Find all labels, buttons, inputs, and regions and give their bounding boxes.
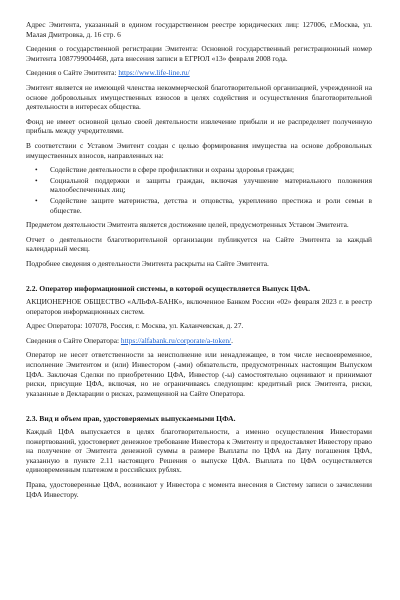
issuer-reports: Отчет о деятельности благотворительной организации публикуется на Сайте Эмитента за каждый календарный месяц.: [26, 234, 372, 254]
list-item: • Содействие деятельности в сфере профилактики и охраны здоровья граждан;: [50, 165, 372, 175]
issuer-registration: Сведения о государственной регистрации Эмитента: Основной государственный регистрационный номер Эмитента 1087799004468, дата внесения записи в ЕГРЮЛ «13» февраля 2008 года.: [26, 44, 372, 63]
issuer-profit: Фонд не имеет основной целью своей деятельности извлечение прибыли и не распределяет полученную прибыль между учредителями.: [26, 116, 372, 136]
operator-website-link[interactable]: https://alfabank.ru/corporate/a-token/: [120, 335, 232, 345]
goals-list: [26, 165, 372, 215]
cfa-rights: Права, удостоверенные ЦФА, возникают у Инвестора с момента внесения в Систему записи о зачислении ЦФА Инвестору.: [26, 479, 372, 499]
issuer-status: Эмитент является не имеющей членства некоммерческой благотворительной организацией, учрежденной на основе добровольных имущественных взносов в целях содействия и осуществления благотворительной деятельности в интересах общества.: [26, 82, 372, 112]
charter-lead: В соответствии с Уставом Эмитент создан с целью формирования имущества на основе добровольных имущественных взносов, направленных на:: [26, 140, 372, 160]
list-item: • Содействие защите материнства, детства и отцовства, укреплению престижа и роли семьи в обществе.: [50, 196, 372, 215]
section-heading-2-2: 2.2. Оператор информационной системы, в которой осуществляется Выпуск ЦФА.: [26, 284, 311, 294]
issuer-website-label: Сведения о Сайте Эмитента:: [26, 68, 119, 78]
operator-website-label: Сведения о Сайте Оператора:: [26, 335, 121, 345]
operator-website-period: .: [231, 335, 233, 345]
issuer-address: Адрес Эмитента, указанный в едином государственном реестре юридических лиц: 127006, г.Москва, ул. Малая Дмитровка, д. 16 стр. 6: [26, 20, 372, 39]
issuer-website-link[interactable]: https://www.life-line.ru/: [118, 68, 190, 78]
operator-liability: Оператор не несет ответственности за неисполнение или ненадлежащее, в том числе несвоевременное, исполнение Эмитентом и (или) Инвестором (-ами) обязательств, предусмотренных настоящим Выпуском ЦФА. Заключая Сделки по приобретению ЦФА, Инвестор (-ы) самостоятельно оценивают и принимают риски, присущие ЦФА, включая, но не ограничиваясь следующим: кредитный риск Эмитента, риски, указанные в Декларации о рисках, размещенной на Сайте Оператора.: [26, 350, 372, 398]
cfa-purpose: Каждый ЦФА выпускается в целях благотворительности, а именно осуществления Инвесторами пожертвований, удостоверяет денежное требование Инвестора к Эмитенту и предоставляет Инвестору право на получение от Эмитента денежной суммы в размере Выплаты по ЦФА на Дату погашения ЦФА, указанную в пункте 2.11 настоящего Решения о выпуске ЦФА. Выплата по ЦФА осуществляется единовременным платежом в российских рублях.: [26, 427, 372, 475]
operator-website: [26, 336, 372, 346]
operator-description: АКЦИОНЕРНОЕ ОБЩЕСТВО «АЛЬФА-БАНК», включенное Банком России «02» февраля 2023 г. в реестр операторов информационных систем.: [26, 297, 372, 316]
section-heading-2-3: 2.3. Вид и объем прав, удостоверяемых выпускаемыми ЦФА.: [26, 414, 236, 424]
list-item: • Социальной поддержки и защиты граждан, включая улучшение материального положения малообеспеченных лиц;: [50, 176, 372, 195]
operator-address: Адрес Оператора: 107078, Россия, г. Москва, ул. Каланчевская, д. 27.: [26, 321, 244, 331]
issuer-details: Подробнее сведения о деятельности Эмитента раскрыты на Сайте Эмитента.: [26, 258, 269, 268]
issuer-website: [26, 68, 372, 78]
issuer-subject: Предметом деятельности Эмитента является достижение целей, предусмотренных Уставом Эмитента.: [26, 220, 349, 230]
